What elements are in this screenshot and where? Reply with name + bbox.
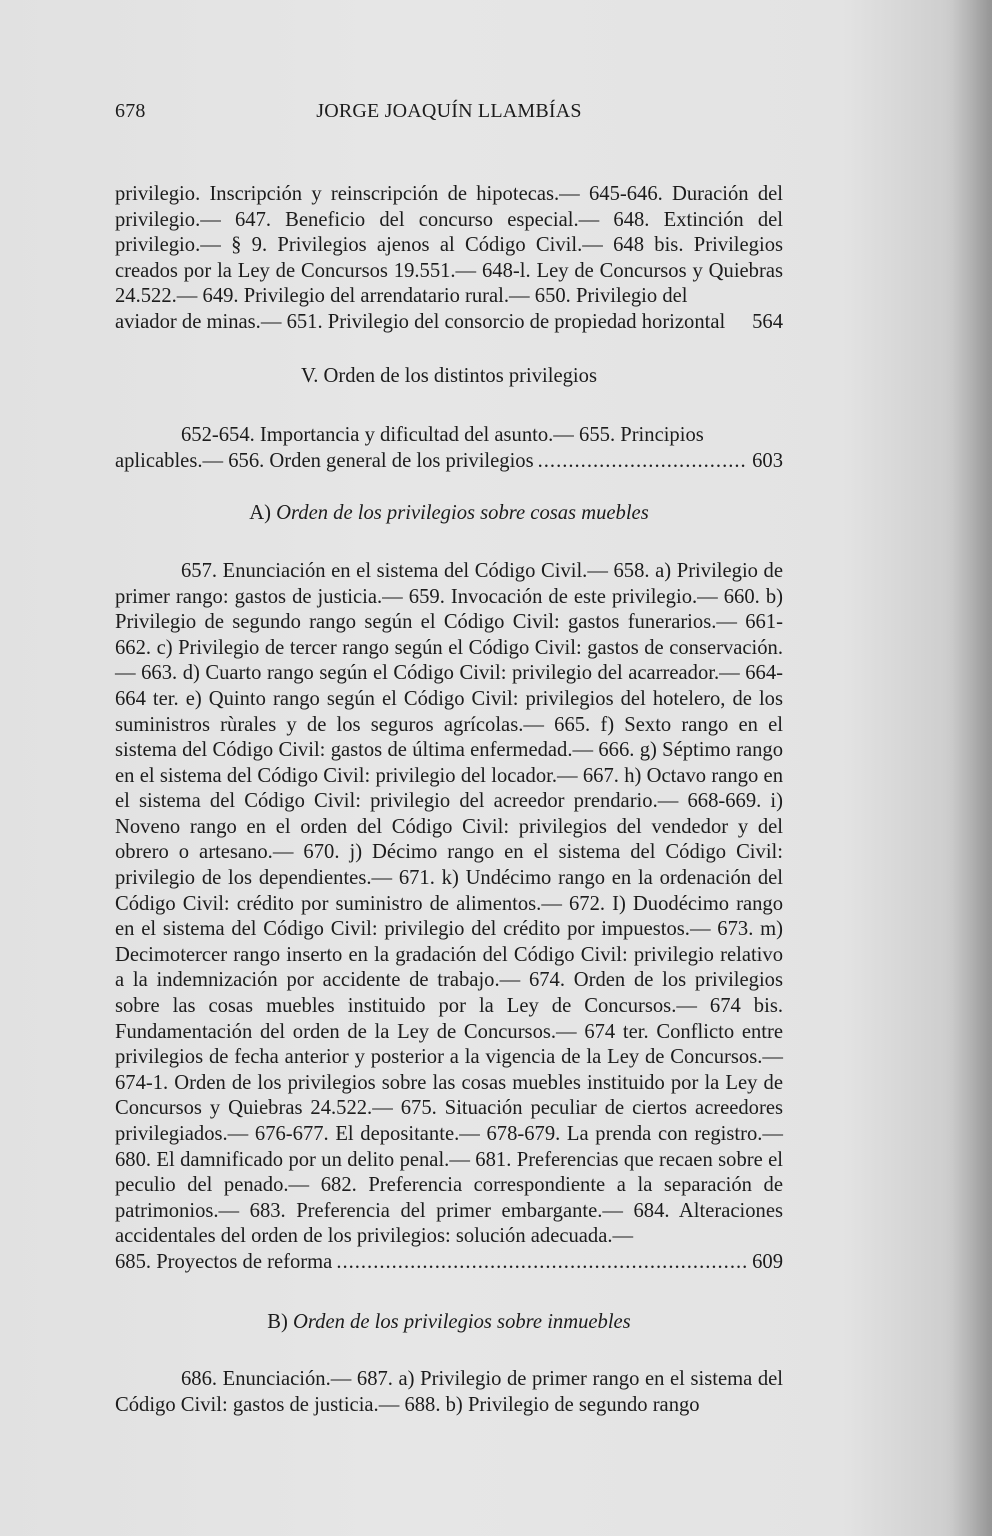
toc-entry-last-line: aviador de minas.— 651. Privilegio del consorcio de propiedad horizontal [115,310,726,333]
subsection-prefix: B) [267,1310,288,1333]
table-of-contents [115,182,783,1418]
section-v-heading: V. Orden de los distintos privilegios [301,364,597,387]
subsection-b-heading [115,1310,783,1336]
subsection-title: Orden de los privilegios sobre cosas muebles [276,502,649,525]
subsection-a-heading [115,501,783,527]
dot-leader [336,1250,748,1276]
page-number: 678 [115,100,146,122]
toc-entry-b [115,1367,783,1418]
toc-page-ref: 603 [752,449,783,472]
subsection-prefix: A) [249,502,271,525]
toc-leader-line [115,449,783,475]
toc-page-ref: 609 [752,1250,783,1273]
toc-leader-line [115,310,783,336]
subsection-title: Orden de los privilegios sobre inmuebles [293,1310,631,1333]
toc-entry-continued [115,182,783,310]
toc-entry-text: 652-654. Importancia y dificultad del asunto.— 655. Principios [181,424,704,447]
page-header [115,100,783,130]
toc-entry-last-line: aplicables.— 656. Orden general de los privilegios [115,449,534,472]
toc-entry-a [115,559,783,1250]
toc-leader-line [115,1250,783,1276]
toc-entry-text: 657. Enunciación en el sistema del Código Civil.— 658. a) Privilegio de primer rango: gastos de justicia.— 659. Invocación de este privilegio.— 660. b) Privilegio de segundo rango según el Código Civil: gastos funerarios.— 661-662. c) Privilegio de tercer rango según el Código Civil: gastos de conservación.— 663. d) Cuarto rango según el Código Civil: privilegio del acarreador.— 664-664 ter. e) Quinto rango según el Código Civil: privilegios del hotelero, de los suministros rùrales y de los seguros agrícolas.— 665. f) Sexto rango en el sistema del Código Civil: gastos de última enfermedad.— 666. g) Séptimo rango en el sistema del Código Civil: privilegio del locador.— 667. h) Octavo rango en el sistema del Código Civil: privilegio del acreedor prendario.— 668-669. i) Noveno rango en el orden del Código Civil: privilegios del vendedor y del obrero o artesano.— 670. j) Décimo rango en el sistema del Código Civil: privilegio de los dependientes.— 671. k) Undécimo rango en la ordenación del Código Civil: crédito por suministro de alimentos.— 672. I) Duodécimo rango en el sistema del Código Civil: privilegio del crédito por impuestos.— 673. m) Decimotercer rango inserto en la gradación del Código Civil: privilegio relativo a la indemnización por accidente de trabajo.— 674. Orden de los privilegios sobre las cosas muebles instituido por la Ley de Concursos.— 674 bis. Fundamentación del orden de la Ley de Concursos.— 674 ter. Conflicto entre privilegios de fecha anterior y posterior a la vigencia de la Ley de Concursos.— 674-1. Orden de los privilegios sobre las cosas muebles instituido por la Ley de Concursos y Quiebras 24.522.— 675. Situación peculiar de ciertos acreedores privilegiados.— 676-677. El depositante.— 678-679. La prenda con registro.— 680. El damnificado por un delito penal.— 681. Preferencias que recaen sobre el peculio del penado.— 682. Preferencia correspondiente a la separación de patrimonios.— 683. Preferencia del primer embargante.— 684. Alteraciones accidentales del orden de los privilegios: solución adecuada.— [115,559,783,1248]
toc-entry-text: privilegio. Inscripción y reinscripción de hipotecas.— 645-646. Duración del privilegio.— 647. Beneficio del concurso especial.— 648. Extinción del privilegio.— § 9. Privilegios ajenos al Código Civil.— 648 bis. Privilegios creados por la Ley de Concursos 19.551.— 648-l. Ley de Concursos y Quiebras 24.522.— 649. Privilegio del arrendatario rural.— 650. Privilegio del [115,183,783,308]
toc-entry-v [115,423,783,449]
toc-page-ref: 564 [752,310,783,333]
toc-entry-text: 686. Enunciación.— 687. a) Privilegio de primer rango en el sistema del Código Civil: gastos de justicia.— 688. b) Privilegio de segundo rango [115,1368,783,1416]
running-title: JORGE JOAQUÍN LLAMBÍAS [316,100,582,122]
dot-leader [538,449,748,475]
toc-entry-last-line: 685. Proyectos de reforma [115,1250,333,1273]
spine-shadow [952,0,992,1536]
